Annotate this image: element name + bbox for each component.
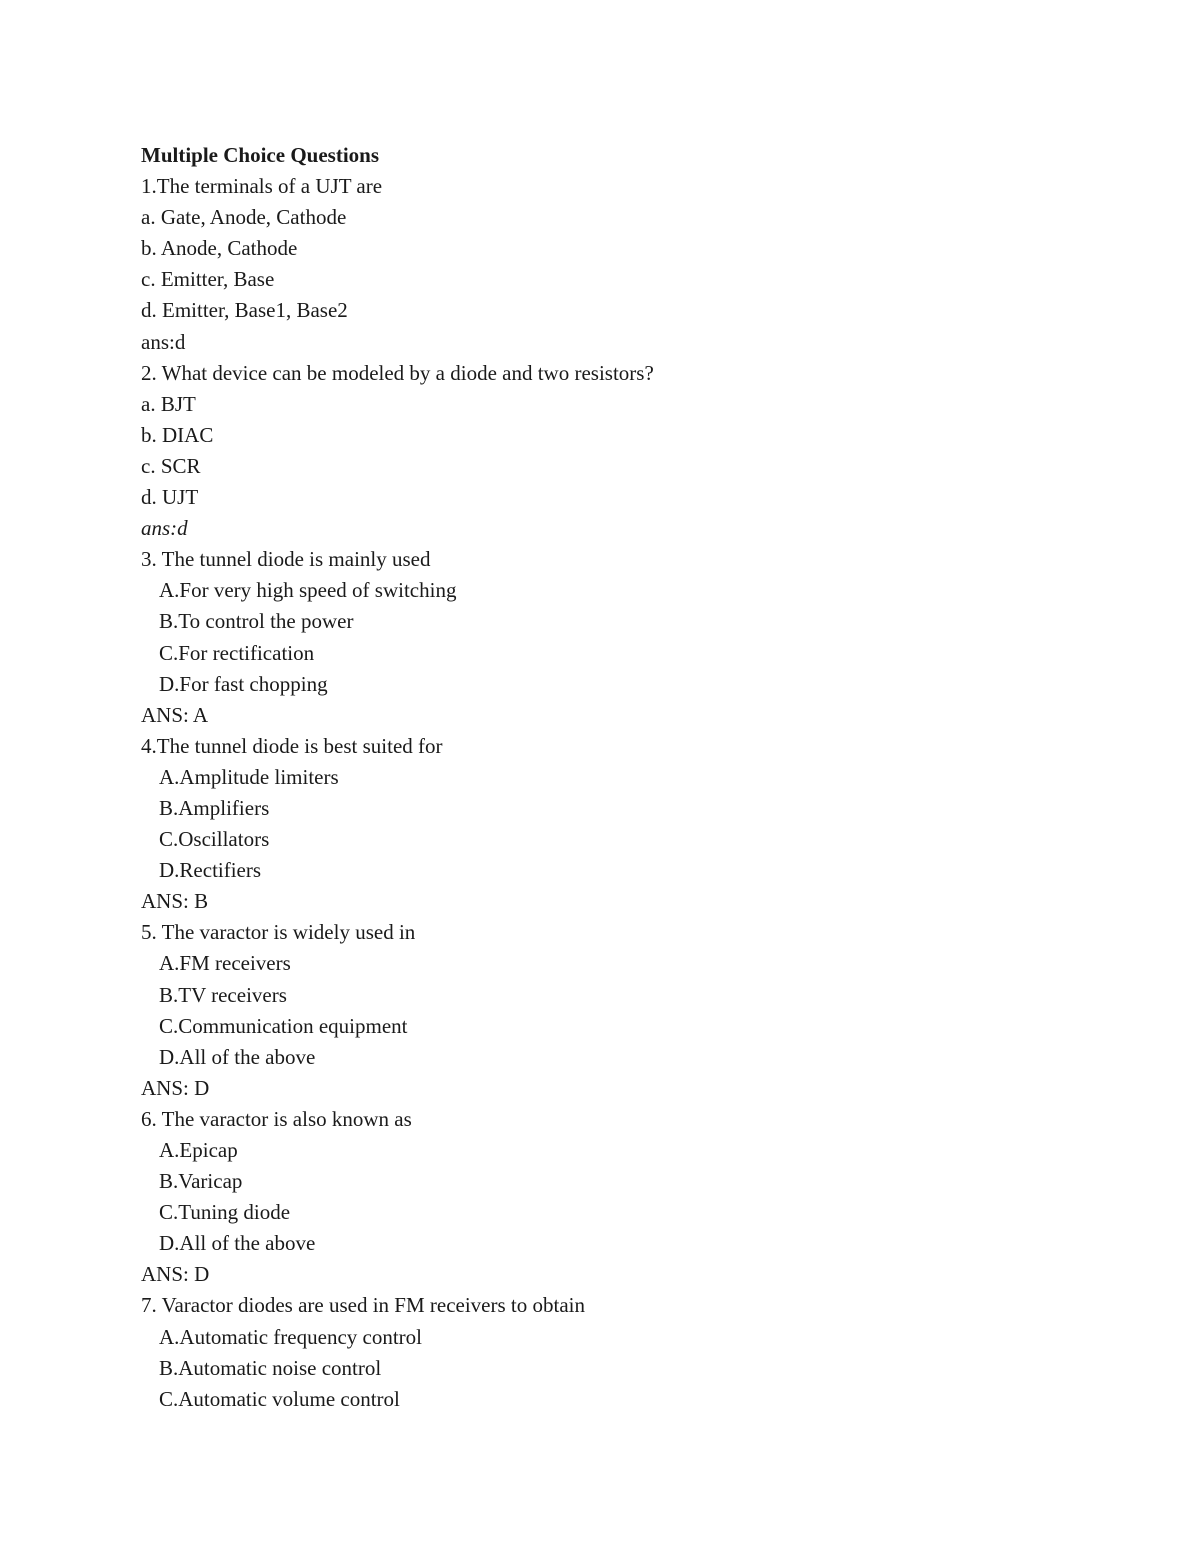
question-6-option-d: D.All of the above <box>159 1231 316 1256</box>
question-3-option-a: A.For very high speed of switching <box>159 578 457 603</box>
question-7-option-a: A.Automatic frequency control <box>159 1324 422 1349</box>
question-5-text: 5. The varactor is widely used in <box>141 920 416 945</box>
question-5-option-b: B.TV receivers <box>159 982 287 1007</box>
question-1-option-a: a. Gate, Anode, Cathode <box>141 205 347 230</box>
question-1-text: 1.The terminals of a UJT are <box>141 174 383 199</box>
question-4-answer: ANS: B <box>141 889 209 914</box>
question-1-option-d: d. Emitter, Base1, Base2 <box>141 298 348 323</box>
question-4-text: 4.The tunnel diode is best suited for <box>141 733 443 758</box>
question-3-option-d: D.For fast chopping <box>159 671 328 696</box>
question-2-answer: ans:d <box>141 516 188 541</box>
question-7-option-b: B.Automatic noise control <box>159 1355 382 1380</box>
question-3-text: 3. The tunnel diode is mainly used <box>141 547 431 572</box>
document-content <box>141 140 1141 1415</box>
question-3-option-c: C.For rectification <box>159 640 315 665</box>
question-5-option-d: D.All of the above <box>159 1044 316 1069</box>
question-2-option-d: d. UJT <box>141 485 199 510</box>
question-1-answer: ans:d <box>141 329 186 354</box>
question-6-text: 6. The varactor is also known as <box>141 1106 412 1131</box>
question-2-option-a: a. BJT <box>141 391 196 416</box>
question-1-option-c: c. Emitter, Base <box>141 267 275 292</box>
question-2-option-c: c. SCR <box>141 453 201 478</box>
question-4-option-a: A.Amplitude limiters <box>159 764 339 789</box>
question-1-option-b: b. Anode, Cathode <box>141 236 298 261</box>
question-5-option-c: C.Communication equipment <box>159 1013 408 1038</box>
question-6-option-a: A.Epicap <box>159 1138 238 1162</box>
question-7-option-c: C.Automatic volume control <box>159 1386 400 1411</box>
question-4-option-d: D.Rectifiers <box>159 858 262 883</box>
question-2-option-b: b. DIAC <box>141 422 214 447</box>
question-4-option-b: B.Amplifiers <box>159 795 270 820</box>
question-5-answer: ANS: D <box>141 1075 210 1100</box>
question-3-option-b: B.To control the power <box>159 609 354 634</box>
question-4-option-c: C.Oscillators <box>159 827 270 852</box>
page-title: Multiple Choice Questions <box>141 143 380 167</box>
question-5-option-a: A.FM receivers <box>159 951 291 976</box>
question-6-option-c: C.Tuning diode <box>159 1200 291 1225</box>
question-6-option-b: B.Varicap <box>159 1169 243 1194</box>
question-6-answer: ANS: D <box>141 1262 210 1287</box>
question-7-text: 7. Varactor diodes are used in FM receivers to obtain <box>141 1293 585 1318</box>
question-3-answer: ANS: A <box>141 702 209 727</box>
question-2-text: 2. What device can be modeled by a diode and two resistors? <box>141 360 654 385</box>
